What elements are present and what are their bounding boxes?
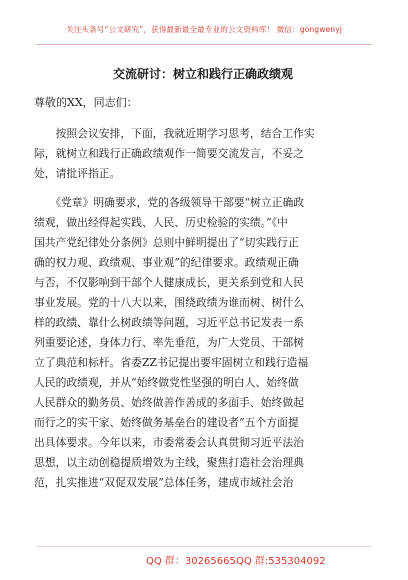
paragraph-line: 范，扎实推进“双促双发展”总体任务，建成市域社会治 [34, 476, 294, 489]
header-promo-note: 关注头条号“公文研究”，获得最新最全最专业的公文资料库！ 微信：gongwenyj [66, 25, 342, 34]
paragraph-line: 立了典范和标杆。省委ZZ书记提出要牢固树立和践行造福 [34, 356, 309, 369]
paragraph-line: 样的政绩、靠什么树政绩等问题，习近平总书记发表一系 [34, 316, 304, 329]
paragraph-main [34, 193, 372, 493]
document-title: 交流研讨：树立和践行正确政绩观 [112, 67, 293, 81]
paragraph-line: 际，就树立和践行正确政绩观作一简要交流发言，不妥之 [34, 147, 304, 160]
paragraph-line: 而行之的实干家、始终做务基垒台的建设者”五个方面提 [34, 416, 299, 429]
footer-divider [36, 546, 372, 547]
document-body [34, 66, 372, 502]
paragraph-line: 《党章》明确要求，党的各级领导干部要“树立正确政 [34, 196, 305, 209]
footer-qq-group-1: QQ 群：30265665 [146, 556, 236, 567]
paragraph-line: 事业发展。党的十八大以来，围绕政绩为谁而树、树什么 [34, 296, 304, 309]
paragraph-line: 列重要论述，身体力行、率先垂范，为广大党员、干部树 [34, 336, 304, 349]
paragraph-line: 国共产党纪律处分条例》总则中鲜明提出了“切实践行正 [34, 236, 299, 249]
paragraph-line: 绩观，做出经得起实践、人民、历史检验的实绩。”《中 [34, 216, 288, 229]
paragraph-line: 按照会议安排，下面，我就近期学习思考，结合工作实 [34, 127, 315, 140]
salutation: 尊敬的XX，同志们： [34, 96, 138, 109]
paragraph-line: 人民群众的勤务员、始终做善作善成的多面手、始终做起 [34, 396, 304, 409]
paragraph-line: 思想，以主动创稳提质增效为主线，聚焦打造社会治理典 [34, 456, 304, 469]
footer-qq-group-2: QQ 群:535304092 [236, 556, 326, 567]
header-divider [36, 44, 372, 45]
paragraph-line: 确的权力观、政绩观、事业观”的纪律要求。政绩观正确 [34, 256, 299, 269]
page-footer [0, 552, 408, 570]
paragraph-line: 与否，不仅影响到干部个人健康成长，更关系到党和人民 [34, 276, 304, 289]
paragraph-line: 处，请批评指正。 [34, 167, 121, 180]
paragraph-intro [34, 124, 372, 184]
paragraph-line: 人民的政绩观，并从“始终做党性坚强的明白人、始终做 [34, 376, 299, 389]
paragraph-line: 出具体要求。今年以来，市委常委会认真贯彻习近平法治 [34, 436, 304, 449]
